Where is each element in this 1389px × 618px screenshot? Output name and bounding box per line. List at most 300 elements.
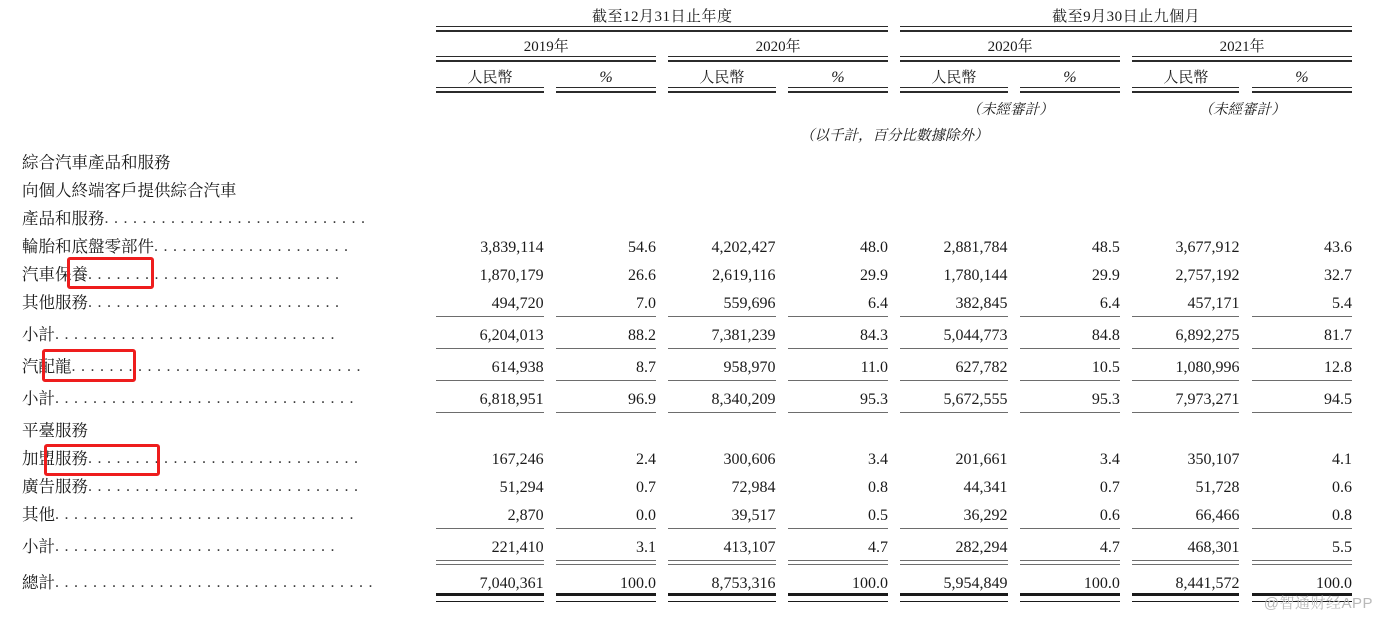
cell-gap-wide [656, 229, 668, 257]
cell-gap-wide [1120, 413, 1132, 441]
cell-amount [436, 413, 543, 441]
cell-gap-wide [1120, 201, 1132, 229]
cell-amount: 5,044,773 [943, 327, 1008, 344]
cell-gap [1239, 529, 1251, 557]
cell-gap [776, 349, 788, 377]
cell-percent: 29.9 [859, 267, 888, 284]
table-row [22, 317, 1352, 345]
cell-amount [900, 413, 1007, 441]
cell-gap-wide [656, 497, 668, 525]
cell-gap [1239, 285, 1251, 313]
row-label-others [22, 497, 436, 525]
cell-amount: 66,466 [1195, 507, 1240, 524]
cell-gap [1239, 441, 1251, 469]
dotted-leader: ................................ [55, 390, 359, 407]
cell-percent [556, 145, 656, 173]
row-label-text: 輪胎和底盤零部件 [22, 237, 154, 256]
unaudited-gap [888, 93, 900, 119]
basis-note: （以千計，百分比數據除外） [799, 128, 989, 144]
row-label-text: 小計 [22, 389, 55, 408]
row-label-text: 總計 [22, 573, 55, 592]
cell-percent: 100.0 [1083, 575, 1120, 592]
header-unit-blank [22, 62, 436, 87]
header-year-2021-9m: 2021年 [1219, 39, 1265, 55]
row-label-to-individual-end-customers-2 [22, 201, 436, 229]
final-gap-wide [1120, 593, 1132, 602]
cell-percent: 26.6 [627, 267, 656, 284]
cell-gap-wide [656, 317, 668, 345]
cell-percent [1252, 173, 1352, 201]
row-label-qipeilong [22, 349, 436, 377]
cell-gap [1008, 381, 1020, 409]
cell-gap-wide [888, 201, 900, 229]
cell-amount: 958,970 [723, 359, 776, 376]
cell-gap-wide [656, 441, 668, 469]
final-gap [1008, 593, 1020, 602]
header-basis-row [22, 119, 1352, 145]
cell-percent: 95.3 [1091, 391, 1120, 408]
cell-amount: 51,294 [499, 479, 544, 496]
row-label-section-platform [22, 413, 436, 441]
cell-percent [788, 413, 888, 441]
dotted-leader: ........................... [88, 266, 345, 283]
cell-percent: 4.7 [867, 539, 888, 556]
cell-gap-wide [1120, 145, 1132, 173]
final-gap [544, 593, 556, 602]
dotted-leader: ............................... [71, 358, 366, 375]
table-row [22, 529, 1352, 557]
cell-percent: 84.3 [859, 327, 888, 344]
cell-gap-wide [656, 529, 668, 557]
cell-amount [668, 145, 775, 173]
cell-amount: 8,340,209 [711, 391, 776, 408]
cell-amount: 7,381,239 [711, 327, 776, 344]
cell-percent [788, 201, 888, 229]
cell-percent: 7.0 [635, 295, 656, 312]
cell-percent: 11.0 [860, 359, 888, 376]
header-group-row [22, 0, 1352, 26]
cell-gap-wide [656, 173, 668, 201]
cell-amount: 5,672,555 [943, 391, 1008, 408]
cell-percent [1252, 145, 1352, 173]
financial-table [22, 0, 1352, 602]
cell-gap [1239, 173, 1251, 201]
cell-amount [900, 201, 1007, 229]
cell-amount: 2,619,116 [712, 267, 776, 284]
header-currency-2021-9m: 人民幣 [1163, 70, 1209, 86]
cell-percent: 100.0 [1316, 575, 1352, 592]
cell-amount: 282,294 [955, 539, 1008, 556]
cell-amount: 3,839,114 [480, 239, 544, 256]
header-year-2019: 2019年 [523, 39, 569, 55]
cell-gap-wide [1120, 285, 1132, 313]
cell-amount: 468,301 [1187, 539, 1240, 556]
cell-amount [1132, 201, 1239, 229]
table-row [22, 173, 1352, 201]
cell-gap [776, 317, 788, 345]
cell-amount: 7,973,271 [1175, 391, 1240, 408]
unit-gap-b [656, 62, 668, 87]
cell-percent: 88.2 [627, 327, 656, 344]
cell-percent [1020, 173, 1120, 201]
cell-percent: 48.5 [1091, 239, 1120, 256]
cell-gap [544, 201, 556, 229]
cell-gap [1239, 145, 1251, 173]
cell-gap [544, 257, 556, 285]
cell-gap-wide [1120, 173, 1132, 201]
row-label-subtotal-platform [22, 529, 436, 557]
table-row [22, 441, 1352, 469]
cell-amount: 7,040,361 [479, 575, 544, 592]
cell-gap-wide [888, 145, 900, 173]
row-label-subtotal-comprehensive [22, 381, 436, 409]
cell-gap-wide [888, 529, 900, 557]
row-label-text: 小計 [22, 325, 55, 344]
cell-amount [436, 201, 543, 229]
cell-percent: 48.0 [859, 239, 888, 256]
cell-gap [544, 497, 556, 525]
cell-percent [1020, 145, 1120, 173]
final-rule-pct [556, 593, 656, 602]
cell-gap [776, 145, 788, 173]
row-label-text: 其他 [22, 505, 55, 524]
cell-gap [544, 381, 556, 409]
cell-percent: 12.8 [1324, 359, 1352, 376]
cell-amount: 614,938 [491, 359, 544, 376]
cell-gap [544, 469, 556, 497]
cell-percent: 8.7 [635, 359, 656, 376]
cell-amount [1132, 413, 1239, 441]
table-row [22, 229, 1352, 257]
cell-percent: 5.5 [1332, 539, 1352, 556]
cell-amount: 2,881,784 [943, 239, 1008, 256]
row-label-text: 汽車保養 [22, 265, 88, 284]
cell-gap [544, 145, 556, 173]
cell-amount: 494,720 [491, 295, 544, 312]
row-label-to-individual-end-customers-1 [22, 173, 436, 201]
cell-amount [436, 173, 543, 201]
cell-gap [776, 257, 788, 285]
final-gap-wide [656, 593, 668, 602]
cell-gap-wide [656, 285, 668, 313]
header-percent-2021-9m: % [1295, 69, 1309, 86]
row-label-text: 汽配龍 [22, 357, 72, 376]
table-row [22, 469, 1352, 497]
cell-gap [1008, 257, 1020, 285]
cell-gap [1239, 565, 1251, 593]
dotted-leader: ........................... [88, 294, 345, 311]
table-row [22, 565, 1352, 593]
cell-amount: 4,202,427 [711, 239, 776, 256]
table-row [22, 201, 1352, 229]
dotted-leader: .............................. [55, 326, 340, 343]
cell-percent [1020, 201, 1120, 229]
cell-percent: 84.8 [1091, 327, 1120, 344]
cell-gap [544, 529, 556, 557]
cell-gap [544, 173, 556, 201]
cell-amount: 300,606 [723, 451, 776, 468]
cell-gap [1008, 497, 1020, 525]
header-year-gap-1 [656, 32, 668, 56]
cell-percent: 32.7 [1324, 267, 1352, 284]
header-corner-blank [22, 0, 436, 26]
cell-gap [776, 201, 788, 229]
cell-gap [544, 317, 556, 345]
cell-percent: 3.4 [1099, 451, 1120, 468]
cell-gap-wide [1120, 565, 1132, 593]
cell-gap [1008, 529, 1020, 557]
table-row [22, 497, 1352, 525]
cell-gap [776, 565, 788, 593]
cell-gap [1008, 469, 1020, 497]
final-rule-blank [22, 593, 436, 602]
cell-amount: 1,870,179 [479, 267, 544, 284]
cell-percent: 0.7 [635, 479, 656, 496]
header-currency-2019: 人民幣 [467, 70, 513, 86]
header-year-gap-2 [888, 32, 900, 56]
cell-percent: 54.6 [627, 239, 656, 256]
cell-amount: 167,246 [491, 451, 544, 468]
cell-gap-wide [888, 317, 900, 345]
table-row [22, 349, 1352, 377]
cell-percent: 29.9 [1091, 267, 1120, 284]
cell-gap [544, 441, 556, 469]
cell-percent: 0.8 [1332, 507, 1352, 524]
header-percent-2019: % [599, 69, 613, 86]
cell-amount: 51,728 [1195, 479, 1240, 496]
cell-percent: 81.7 [1324, 327, 1352, 344]
cell-gap [1239, 229, 1251, 257]
cell-gap-wide [656, 257, 668, 285]
row-label-advertising-services [22, 469, 436, 497]
cell-gap-wide [888, 381, 900, 409]
cell-gap [1239, 413, 1251, 441]
cell-gap [1008, 317, 1020, 345]
cell-gap [544, 413, 556, 441]
cell-gap-wide [1120, 257, 1132, 285]
row-label-text: 廣告服務 [22, 477, 88, 496]
unaudited-note-2020: （未經審計） [966, 102, 1054, 118]
cell-percent: 0.0 [635, 507, 656, 524]
cell-amount: 1,080,996 [1175, 359, 1240, 376]
header-gap [888, 0, 900, 26]
cell-gap [1008, 349, 1020, 377]
header-year-blank [22, 32, 436, 56]
cell-gap [1239, 469, 1251, 497]
cell-gap-wide [888, 349, 900, 377]
cell-gap [1008, 285, 1020, 313]
row-label-tires-and-chassis-parts [22, 229, 436, 257]
cell-gap [1239, 349, 1251, 377]
cell-gap-wide [1120, 441, 1132, 469]
cell-percent: 0.5 [867, 507, 888, 524]
cell-percent: 5.4 [1332, 295, 1352, 312]
cell-amount: 72,984 [731, 479, 776, 496]
row-label-subtotal-retail [22, 317, 436, 345]
cell-gap-wide [656, 381, 668, 409]
row-label-other-services [22, 285, 436, 313]
cell-gap [1008, 229, 1020, 257]
table-row [22, 257, 1352, 285]
cell-percent [556, 413, 656, 441]
cell-amount: 3,677,912 [1175, 239, 1240, 256]
cell-gap [776, 529, 788, 557]
cell-gap-wide [656, 469, 668, 497]
cell-percent: 6.4 [1099, 295, 1120, 312]
grand-total-rule-row [22, 593, 1352, 602]
unit-gap-e [1008, 62, 1020, 87]
cell-amount [900, 145, 1007, 173]
cell-gap-wide [1120, 381, 1132, 409]
cell-percent: 96.9 [627, 391, 656, 408]
row-label-vehicle-maintenance [22, 257, 436, 285]
cell-gap-wide [888, 257, 900, 285]
cell-amount: 44,341 [963, 479, 1008, 496]
cell-amount [668, 201, 775, 229]
cell-amount: 559,696 [723, 295, 776, 312]
cell-percent: 43.6 [1324, 239, 1352, 256]
final-gap [776, 593, 788, 602]
cell-gap-wide [656, 145, 668, 173]
cell-percent: 0.6 [1332, 479, 1352, 496]
cell-percent: 6.4 [867, 295, 888, 312]
cell-amount [436, 145, 543, 173]
cell-gap-wide [1120, 529, 1132, 557]
cell-gap [776, 441, 788, 469]
row-label-text: 向個人終端客戶提供綜合汽車 [22, 181, 237, 200]
unit-gap-c [776, 62, 788, 87]
cell-gap [776, 173, 788, 201]
cell-percent: 4.1 [1332, 451, 1352, 468]
unit-gap-g [1239, 62, 1251, 87]
cell-amount: 382,845 [955, 295, 1008, 312]
basis-blank [22, 119, 436, 145]
unaudited-gap-2 [1120, 93, 1132, 119]
final-rule-pct [788, 593, 888, 602]
cell-gap-wide [888, 413, 900, 441]
cell-gap-wide [1120, 317, 1132, 345]
cell-gap [1008, 565, 1020, 593]
dotted-leader: ............................. [88, 450, 364, 467]
cell-gap [1239, 317, 1251, 345]
cell-gap [1008, 201, 1020, 229]
cell-gap-wide [888, 173, 900, 201]
cell-amount: 6,204,013 [479, 327, 544, 344]
header-year-2020-fy: 2020年 [755, 39, 801, 55]
row-label-grand-total [22, 565, 436, 593]
cell-amount: 457,171 [1187, 295, 1240, 312]
final-rule-num [900, 593, 1007, 602]
cell-amount [900, 173, 1007, 201]
cell-gap [1239, 201, 1251, 229]
table-row [22, 381, 1352, 409]
cell-gap [544, 349, 556, 377]
cell-gap [1008, 173, 1020, 201]
unaudited-note-2021: （未經審計） [1198, 102, 1286, 118]
header-percent-2020-9m: % [1063, 69, 1077, 86]
final-rule-num [436, 593, 543, 602]
cell-gap-wide [888, 469, 900, 497]
header-year-gap-3 [1120, 32, 1132, 56]
cell-gap [776, 381, 788, 409]
cell-gap [1008, 441, 1020, 469]
header-percent-2020-fy: % [831, 69, 845, 86]
final-gap [1239, 593, 1251, 602]
cell-gap-wide [1120, 349, 1132, 377]
cell-percent: 100.0 [619, 575, 656, 592]
cell-amount: 1,780,144 [943, 267, 1008, 284]
table-header [22, 0, 1352, 145]
section-heading-row [22, 145, 1352, 173]
final-gap-wide [888, 593, 900, 602]
table-row [22, 285, 1352, 313]
cell-amount: 201,661 [955, 451, 1008, 468]
unaudited-spacer [436, 93, 888, 119]
cell-amount: 221,410 [491, 539, 544, 556]
header-year-row [22, 32, 1352, 56]
cell-gap [776, 469, 788, 497]
cell-amount: 2,757,192 [1175, 267, 1240, 284]
unit-gap-f [1120, 62, 1132, 87]
cell-percent: 95.3 [859, 391, 888, 408]
cell-percent: 0.6 [1099, 507, 1120, 524]
cell-gap-wide [656, 201, 668, 229]
cell-percent: 3.1 [635, 539, 656, 556]
cell-amount: 36,292 [963, 507, 1008, 524]
row-label-franchise-services [22, 441, 436, 469]
dotted-leader: .................................. [55, 574, 378, 591]
cell-gap-wide [1120, 229, 1132, 257]
cell-percent [1020, 413, 1120, 441]
cell-gap [776, 229, 788, 257]
cell-gap [1008, 413, 1020, 441]
cell-gap [776, 285, 788, 313]
row-label-text: 產品和服務 [22, 209, 105, 228]
cell-amount [668, 413, 775, 441]
cell-amount: 6,818,951 [479, 391, 544, 408]
cell-amount: 6,892,275 [1175, 327, 1240, 344]
cell-percent [1252, 201, 1352, 229]
cell-gap [1239, 497, 1251, 525]
cell-amount: 413,107 [723, 539, 776, 556]
cell-gap [544, 285, 556, 313]
cell-percent: 94.5 [1324, 391, 1352, 408]
cell-gap-wide [888, 565, 900, 593]
dotted-leader: ............................ [104, 210, 371, 227]
header-unaudited-row [22, 93, 1352, 119]
watermark-label: @智通财经APP [1263, 595, 1373, 612]
cell-gap [776, 497, 788, 525]
cell-percent: 0.8 [867, 479, 888, 496]
row-label-text: 加盟服務 [22, 449, 88, 468]
cell-percent [1252, 413, 1352, 441]
cell-amount: 8,753,316 [711, 575, 776, 592]
header-year-2020-9m: 2020年 [987, 39, 1033, 55]
cell-gap-wide [888, 441, 900, 469]
cell-gap [1239, 257, 1251, 285]
cell-gap [776, 413, 788, 441]
cell-amount [1132, 145, 1239, 173]
cell-percent: 10.5 [1091, 359, 1120, 376]
final-rule-num [1132, 593, 1239, 602]
table-body [22, 145, 1352, 602]
cell-amount: 627,782 [955, 359, 1008, 376]
cell-percent: 100.0 [851, 575, 888, 592]
cell-gap-wide [656, 565, 668, 593]
row-label-text: 其他服務 [22, 293, 88, 312]
cell-gap [1239, 381, 1251, 409]
dotted-leader: ..................... [154, 238, 354, 255]
